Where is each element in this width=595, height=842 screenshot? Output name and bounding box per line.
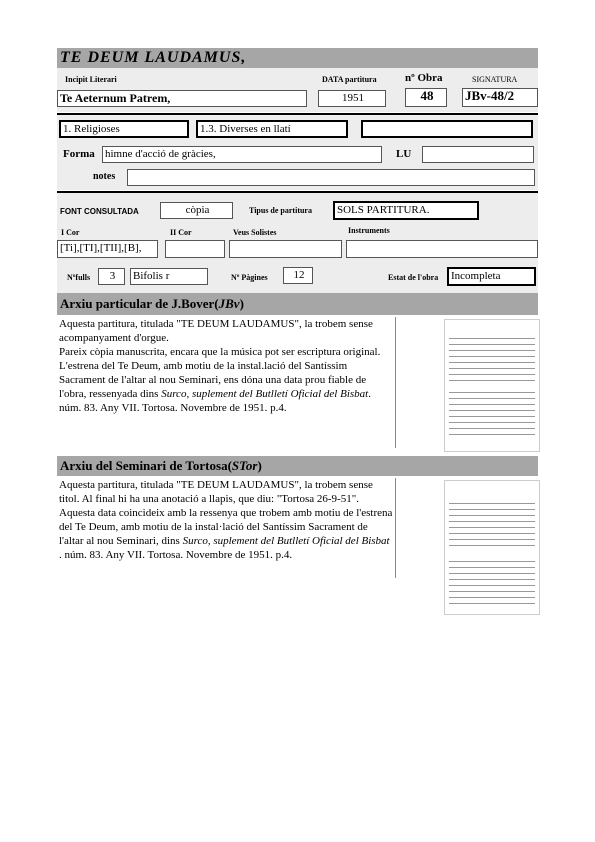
instruments-field[interactable] xyxy=(346,240,538,258)
archive1-paragraph-3-end: . núm. 83. Any VII. Tortosa. Novembre de 1951. p.4. xyxy=(59,388,371,414)
iicor-label: II Cor xyxy=(170,228,192,237)
archive1-header xyxy=(57,293,538,315)
icor-label: I Cor xyxy=(61,228,80,237)
archive2-title-end: ) xyxy=(257,458,262,473)
archive1-title-text: Arxiu particular de J.Bover( xyxy=(60,296,219,311)
archive1-paragraph-2: Pareix còpia manuscrita, encara que la música pot ser escriptura original. xyxy=(59,346,381,358)
iicor-field[interactable] xyxy=(165,240,225,258)
category-3-field[interactable] xyxy=(361,120,533,138)
incipit-field[interactable]: Te Aeternum Patrem, xyxy=(57,90,307,107)
veus-label: Veus Solistes xyxy=(233,228,277,237)
signatura-field[interactable]: JBv-48/2 xyxy=(462,88,538,107)
tipus-label: Tipus de partitura xyxy=(249,206,312,215)
archive2-text xyxy=(59,478,393,562)
veus-field[interactable] xyxy=(229,240,342,258)
icor-field[interactable]: [Ti],[TI],[TII],[B], xyxy=(57,240,158,258)
obra-field[interactable]: 48 xyxy=(405,88,447,107)
tipus-field[interactable]: SOLS PARTITURA. xyxy=(333,201,479,220)
archive2-source-title: Surco, suplement del Butlletí Oficial del Bisbat xyxy=(182,535,390,547)
score-thumbnail-jbv[interactable] xyxy=(444,319,540,452)
archive1-paragraph-3 xyxy=(59,359,395,415)
archive1-text xyxy=(59,317,395,415)
obra-label: nº Obra xyxy=(405,72,443,84)
archive2-separator xyxy=(395,478,396,578)
archive1-title-code: JBv xyxy=(218,296,240,311)
archive2-paragraph-1 xyxy=(59,478,393,562)
title-bar xyxy=(57,48,538,68)
archive1-paragraph-1: Aquesta partitura, titulada "TE DEUM LAUDAMUS", la trobem sense acompanyament d'orgue. xyxy=(59,318,373,344)
archive1-source-title: Surco, suplement del Butlletí Oficial del Bisbat xyxy=(161,388,369,400)
nfulls-label: Nºfulls xyxy=(67,273,91,282)
classification-panel xyxy=(57,115,538,190)
archive1-title-end: ) xyxy=(239,296,244,311)
score-thumbnail-stor[interactable] xyxy=(444,480,540,615)
font-field[interactable]: còpia xyxy=(160,202,233,219)
forma-label: Forma xyxy=(63,148,95,160)
estat-label: Estat de l'obra xyxy=(388,273,439,282)
archive2-paragraph-1-end: . núm. 83. Any VII. Tortosa. Novembre de 1951. p.4. xyxy=(59,549,293,561)
archive2-header xyxy=(57,456,538,476)
incipit-label: Incipit Literari xyxy=(65,75,117,84)
category-1-field[interactable]: 1. Religioses xyxy=(59,120,189,138)
forma-field[interactable]: himne d'acció de gràcies, xyxy=(102,146,382,163)
instruments-label: Instruments xyxy=(348,226,390,235)
npag-label: Nº Pàgines xyxy=(231,273,268,282)
header-panel xyxy=(57,68,538,112)
archive2-title-text: Arxiu del Seminari de Tortosa( xyxy=(60,458,232,473)
archive1-title xyxy=(60,296,244,312)
lu-label: LU xyxy=(396,148,412,160)
archive2-title-code: STor xyxy=(231,458,258,473)
notes-field[interactable] xyxy=(127,169,535,186)
notes-label: notes xyxy=(93,171,116,182)
bifolis-field[interactable]: Bifolis r xyxy=(130,268,208,285)
signatura-label: SIGNATURA xyxy=(472,75,518,84)
nfulls-field[interactable]: 3 xyxy=(98,268,125,285)
page-title: TE DEUM LAUDAMUS, xyxy=(60,49,247,66)
npag-field[interactable]: 12 xyxy=(283,267,313,284)
category-2-field[interactable]: 1.3. Diverses en llatí xyxy=(196,120,348,138)
source-panel xyxy=(57,193,538,293)
archive2-paragraph-1-text: Aquesta partitura, titulada "TE DEUM LAUDAMUS", la trobem sense titol. Al final hi ha una anotació a llapis, que diu: "Tortosa 26-9-51". Aquesta data coincideix amb la ressenya que trobem amb motiu de l'estrena del Te Deum, amb motiu de la instal·lació del Santíssim Sacrament de l'altar al nou Seminari, dins xyxy=(59,479,393,547)
data-field[interactable]: 1951 xyxy=(318,90,386,107)
lu-field[interactable] xyxy=(422,146,534,163)
archive1-separator xyxy=(395,317,396,448)
archive2-title xyxy=(60,458,262,474)
font-label: FONT CONSULTADA xyxy=(60,207,139,216)
data-label: DATA partitura xyxy=(322,75,377,84)
archive1-paragraph-3-text: L'estrena del Te Deum, amb motiu de la instal.lació del Santíssim Sacrament de l'altar al nou Seminari, ens dóna una data prou fiable de l'obra, ressenyada dins xyxy=(59,360,367,400)
estat-field[interactable]: Incompleta xyxy=(447,267,536,286)
